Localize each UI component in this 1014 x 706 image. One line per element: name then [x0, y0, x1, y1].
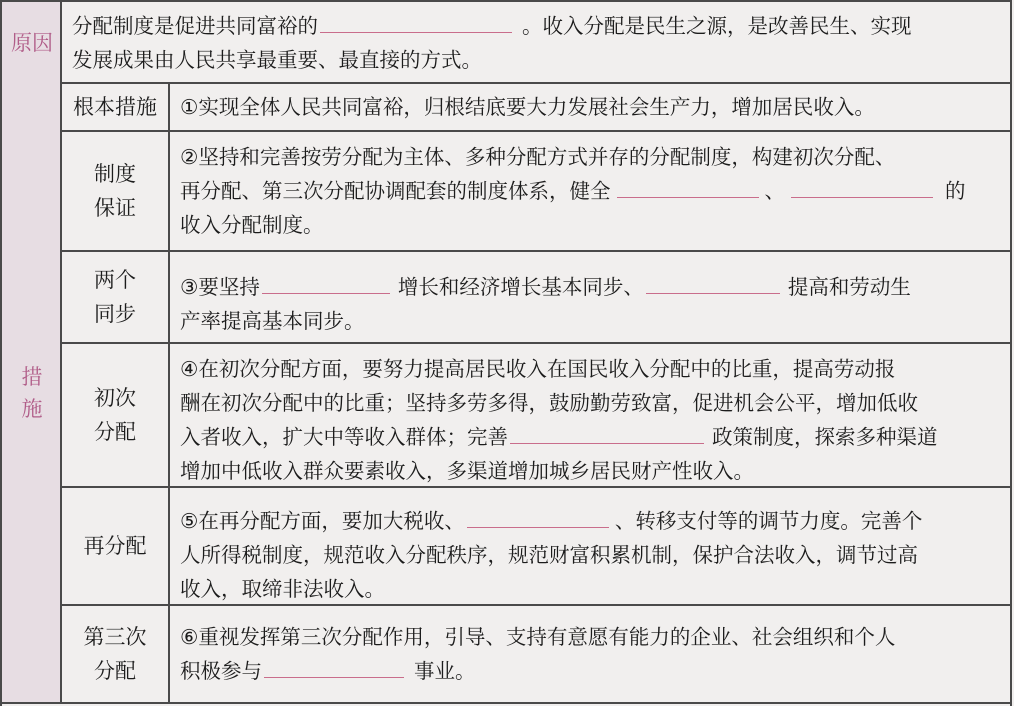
row2-label	[60, 130, 170, 252]
row3-blank-1	[262, 292, 390, 294]
row3-label	[60, 250, 170, 344]
row5-label: 再分配	[83, 534, 147, 558]
row3-label-2: 同步	[94, 302, 136, 326]
row2-text-2b: 、	[764, 179, 785, 203]
row2-blank-1	[617, 196, 759, 198]
reason-content	[72, 9, 1002, 77]
row5-content	[180, 504, 1000, 606]
row4-label-1: 初次	[94, 386, 136, 410]
row2-label-2: 保证	[94, 196, 136, 220]
row6-content	[180, 620, 1000, 688]
row4-text-1: ④在初次分配方面，要努力提高居民收入在国民收入分配中的比重，提高劳动报	[180, 357, 896, 381]
measures-header-char-1: 措	[21, 365, 43, 389]
row6-text-2a: 积极参与	[180, 659, 262, 683]
row6-blank	[264, 676, 404, 678]
row5-text-1b: 、转移支付等的调节力度。完善个	[614, 509, 923, 533]
row6-text-1: ⑥重视发挥第三次分配作用，引导、支持有意愿有能力的企业、社会组织和个人	[180, 625, 896, 649]
row2-content	[180, 140, 1000, 242]
measures-header	[2, 82, 62, 704]
row6-label-1: 第三次	[83, 625, 147, 649]
row2-text-1: ②坚持和完善按劳分配为主体、多种分配方式并存的分配制度，构建初次分配、	[180, 145, 896, 169]
row5-text-3: 收入，取缔非法收入。	[180, 577, 385, 601]
reason-text-2: 发展成果由人民共享最重要、最直接的方式。	[72, 48, 482, 72]
row6-label	[60, 604, 170, 704]
row4-text-2: 酬在初次分配中的比重；坚持多劳多得，鼓励勤劳致富，促进机会公平，增加低收	[180, 391, 918, 415]
reason-text-1b: 。收入分配是民生之源，是改善民生、实现	[522, 14, 912, 38]
row3-blank-2	[646, 292, 780, 294]
row6-label-2: 分配	[94, 659, 136, 683]
row4-text-4: 增加中低收入群众要素收入，多渠道增加城乡居民财产性收入。	[180, 459, 754, 483]
row4-blank	[510, 442, 704, 444]
row6-text-2b: 事业。	[414, 659, 476, 683]
row1-content	[180, 90, 1000, 124]
row3-text-1c: 提高和劳动生	[787, 275, 911, 299]
row3-content	[180, 270, 1000, 338]
row5-blank	[467, 526, 609, 528]
row5-text-2: 人所得税制度，规范收入分配秩序，规范财富积累机制，保护合法收入，调节过高	[180, 543, 918, 567]
row1-text-1: ①实现全体人民共同富裕，归根结底要大力发展社会生产力，增加居民收入。	[180, 95, 875, 119]
row4-text-3b: 政策制度，探索多种渠道	[712, 425, 938, 449]
row3-text-1b: 增长和经济增长基本同步、	[397, 275, 644, 299]
row3-text-2: 产率提高基本同步。	[180, 309, 365, 333]
measures-header-char-2: 施	[21, 397, 43, 421]
row3-text-1a: ③要坚持	[180, 275, 260, 299]
row3-label-1: 两个	[94, 268, 136, 292]
row4-label-2: 分配	[94, 420, 136, 444]
reason-blank	[320, 31, 512, 33]
row2-text-3: 收入分配制度。	[180, 213, 324, 237]
row2-blank-2	[791, 196, 933, 198]
row2-label-1: 制度	[94, 162, 136, 186]
row2-text-2a: 再分配、第三次分配协调配套的制度体系，健全	[180, 179, 611, 203]
reason-text-1a: 分配制度是促进共同富裕的	[72, 14, 318, 38]
row4-label	[60, 342, 170, 488]
row4-text-3a: 入者收入，扩大中等收入群体；完善	[180, 425, 508, 449]
row4-content	[180, 352, 1000, 488]
reason-header: 原因	[11, 31, 53, 55]
row5-text-1a: ⑤在再分配方面，要加大税收、	[180, 509, 465, 533]
row1-label: 根本措施	[73, 95, 157, 119]
row2-text-2c: 的	[945, 179, 966, 203]
